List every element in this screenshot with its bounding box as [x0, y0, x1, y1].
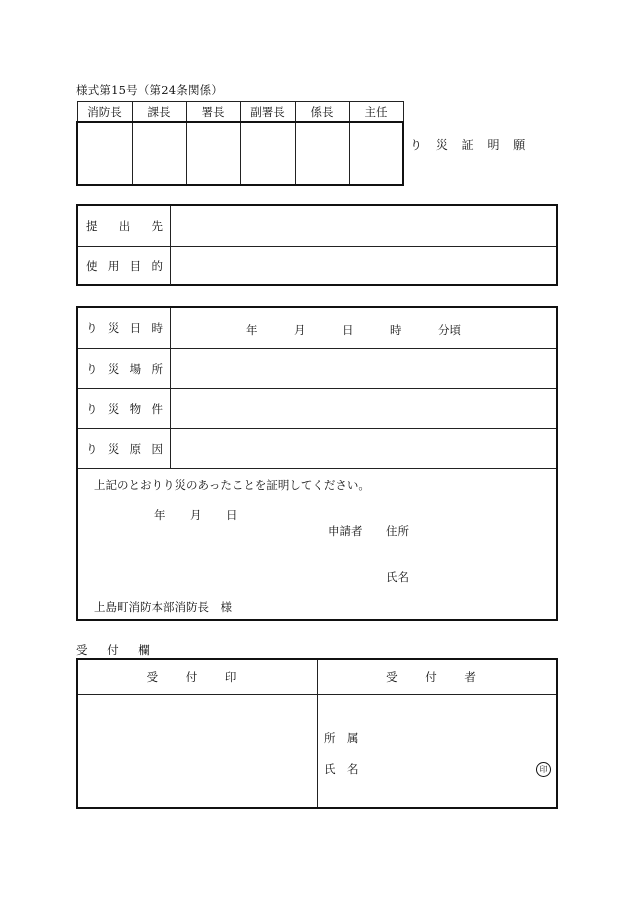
approval-stamp-table [76, 101, 404, 186]
recipient-row [78, 206, 556, 246]
hour-unit: 時 [390, 323, 402, 337]
purpose-label: 使 用 目 的 [78, 247, 171, 285]
reception-section-title: 受 付 欄 [76, 643, 158, 657]
approval-stamp-box[interactable] [77, 122, 132, 185]
incident-box [76, 306, 558, 621]
incident-datetime-label: り 災 日 時 [78, 308, 171, 348]
incident-cause-row [78, 428, 556, 469]
reception-stamp-area[interactable] [78, 695, 317, 807]
purpose-row [78, 246, 556, 285]
addressee: 上島町消防本部消防長 様 [94, 600, 232, 614]
day-unit: 日 [342, 323, 354, 337]
approval-stamp-box[interactable] [295, 122, 349, 185]
month-unit: 月 [294, 323, 306, 337]
seal-icon: 印 [536, 762, 551, 777]
incident-place-row [78, 348, 556, 389]
address-label: 住所 [386, 524, 409, 538]
incident-datetime-field[interactable] [171, 308, 556, 348]
form-number: 様式第15号（第24条関係） [76, 83, 224, 97]
name-label: 氏名 [386, 570, 409, 584]
request-date-day: 日 [226, 508, 238, 522]
recipient-label: 提 出 先 [78, 206, 171, 246]
request-section [78, 468, 556, 619]
incident-property-field[interactable] [171, 389, 556, 429]
incident-datetime-row [78, 308, 556, 348]
reception-box [76, 658, 558, 809]
incident-place-label: り 災 場 所 [78, 349, 171, 389]
incident-cause-field[interactable] [171, 429, 556, 469]
document-title: り 災 証 明 願 [410, 138, 531, 152]
incident-cause-label: り 災 原 因 [78, 429, 171, 469]
submission-box [76, 204, 558, 286]
recipient-field[interactable] [171, 206, 556, 246]
affiliation-label: 所 属 [324, 731, 359, 745]
purpose-field[interactable] [171, 247, 556, 285]
applicant-label: 申請者 [328, 524, 363, 538]
approval-header-deputy-chief: 副署長 [240, 102, 295, 123]
minute-unit: 分頃 [438, 323, 461, 337]
request-statement: 上記のとおりり災のあったことを証明してください。 [94, 478, 370, 492]
year-unit: 年 [246, 323, 258, 337]
request-date-year: 年 [154, 508, 166, 522]
incident-place-field[interactable] [171, 349, 556, 389]
incident-property-label: り 災 物 件 [78, 389, 171, 429]
request-date-month: 月 [190, 508, 202, 522]
approval-header-section-chief: 課長 [132, 102, 186, 123]
approval-header-station-chief: 署長 [186, 102, 240, 123]
receiver-name-label: 氏 名 [324, 762, 359, 776]
approval-stamp-box[interactable] [186, 122, 240, 185]
approval-stamp-box[interactable] [132, 122, 186, 185]
approval-stamp-box[interactable] [240, 122, 295, 185]
approval-stamp-box[interactable] [349, 122, 403, 185]
approval-header-unit-chief: 係長 [295, 102, 349, 123]
incident-property-row [78, 388, 556, 429]
approval-header-staff: 主任 [349, 102, 403, 123]
stamp-header: 受 付 印 [78, 660, 317, 695]
receiver-header: 受 付 者 [318, 660, 556, 695]
approval-header-fire-chief: 消防長 [77, 102, 132, 123]
